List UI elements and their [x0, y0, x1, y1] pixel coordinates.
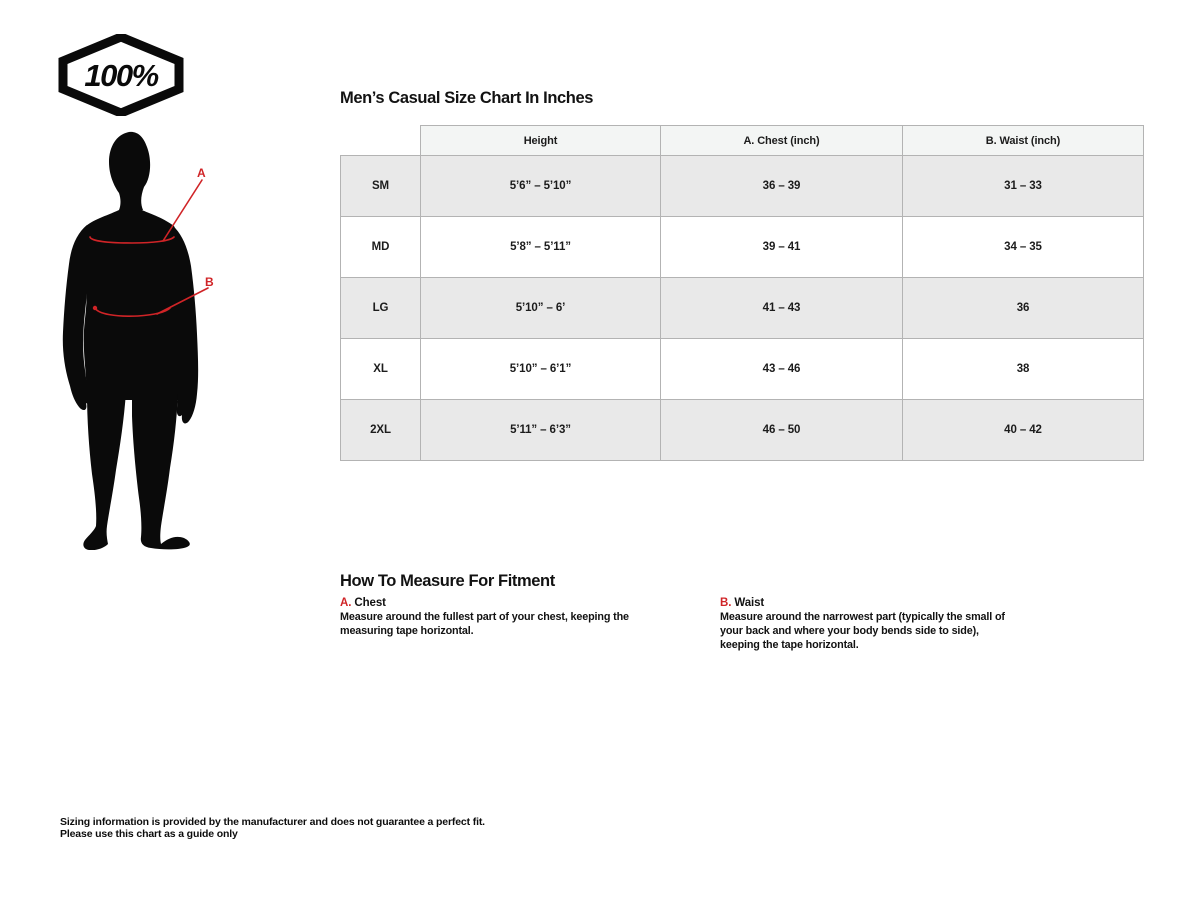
size-cell: LG — [341, 278, 421, 339]
measure-instruction-waist — [720, 597, 1020, 652]
chest-label-a: A — [197, 166, 206, 180]
table-row-xl — [341, 339, 1144, 400]
chest-cell: 41 – 43 — [661, 278, 903, 339]
height-cell: 5’10” – 6’1” — [421, 339, 661, 400]
header-cell-chest: A. Chest (inch) — [661, 126, 903, 156]
height-cell: 5’10” – 6’ — [421, 278, 661, 339]
chest-cell: 46 – 50 — [661, 400, 903, 461]
waist-line-endpoint-dot — [93, 306, 97, 310]
height-cell: 5’6” – 5’10” — [421, 156, 661, 217]
waist-cell: 40 – 42 — [903, 400, 1144, 461]
chest-cell: 36 – 39 — [661, 156, 903, 217]
height-cell: 5’11” – 6’3” — [421, 400, 661, 461]
measure-description-chest: Measure around the fullest part of your chest, keeping the measuring tape horizontal. — [340, 611, 629, 637]
header-cell-waist: B. Waist (inch) — [903, 126, 1144, 156]
waist-cell: 34 – 35 — [903, 217, 1144, 278]
measure-label-waist — [720, 597, 1020, 609]
size-cell: 2XL — [341, 400, 421, 461]
waist-cell: 36 — [903, 278, 1144, 339]
footnote — [60, 816, 485, 840]
table-row-md — [341, 217, 1144, 278]
measure-prefix-b: B. — [720, 597, 732, 609]
table-row-2xl — [341, 400, 1144, 461]
size-cell: SM — [341, 156, 421, 217]
size-table-container — [340, 125, 1144, 461]
brand-logo — [58, 34, 184, 116]
size-cell: XL — [341, 339, 421, 400]
waist-cell: 38 — [903, 339, 1144, 400]
measure-prefix-a: A. — [340, 597, 352, 609]
page-title: Men’s Casual Size Chart In Inches — [340, 89, 594, 107]
silhouette-left-leg — [83, 392, 126, 550]
measure-description-waist: Measure around the narrowest part (typically the small of your back and where your body bends side to side), keeping the tape horizontal. — [720, 611, 1005, 651]
silhouette-head — [109, 132, 150, 210]
footnote-line-2: Please use this chart as a guide only — [60, 828, 238, 840]
table-header-row — [341, 126, 1144, 156]
size-cell: MD — [341, 217, 421, 278]
silhouette-torso — [83, 210, 180, 400]
table-row-lg — [341, 278, 1144, 339]
height-cell: 5’8” – 5’11” — [421, 217, 661, 278]
male-silhouette-figure — [58, 120, 253, 550]
chest-cell: 39 – 41 — [661, 217, 903, 278]
measure-name-chest: Chest — [354, 597, 386, 609]
waist-label-b: B — [205, 275, 214, 289]
footnote-line-1: Sizing information is provided by the manufacturer and does not guarantee a perfect fit. — [60, 816, 485, 828]
logo-text: 100% — [84, 58, 158, 93]
chest-leader-line — [163, 180, 202, 241]
how-to-measure-title: How To Measure For Fitment — [340, 572, 555, 590]
waist-cell: 31 – 33 — [903, 156, 1144, 217]
table-row-sm — [341, 156, 1144, 217]
size-table — [340, 125, 1144, 461]
header-cell-blank — [341, 126, 421, 156]
logo-hexagon-icon — [58, 34, 184, 116]
header-cell-height: Height — [421, 126, 661, 156]
measure-name-waist: Waist — [734, 597, 765, 609]
measure-label-chest — [340, 597, 655, 609]
chest-cell: 43 – 46 — [661, 339, 903, 400]
body-silhouette — [58, 120, 253, 550]
measure-instruction-chest — [340, 597, 655, 638]
